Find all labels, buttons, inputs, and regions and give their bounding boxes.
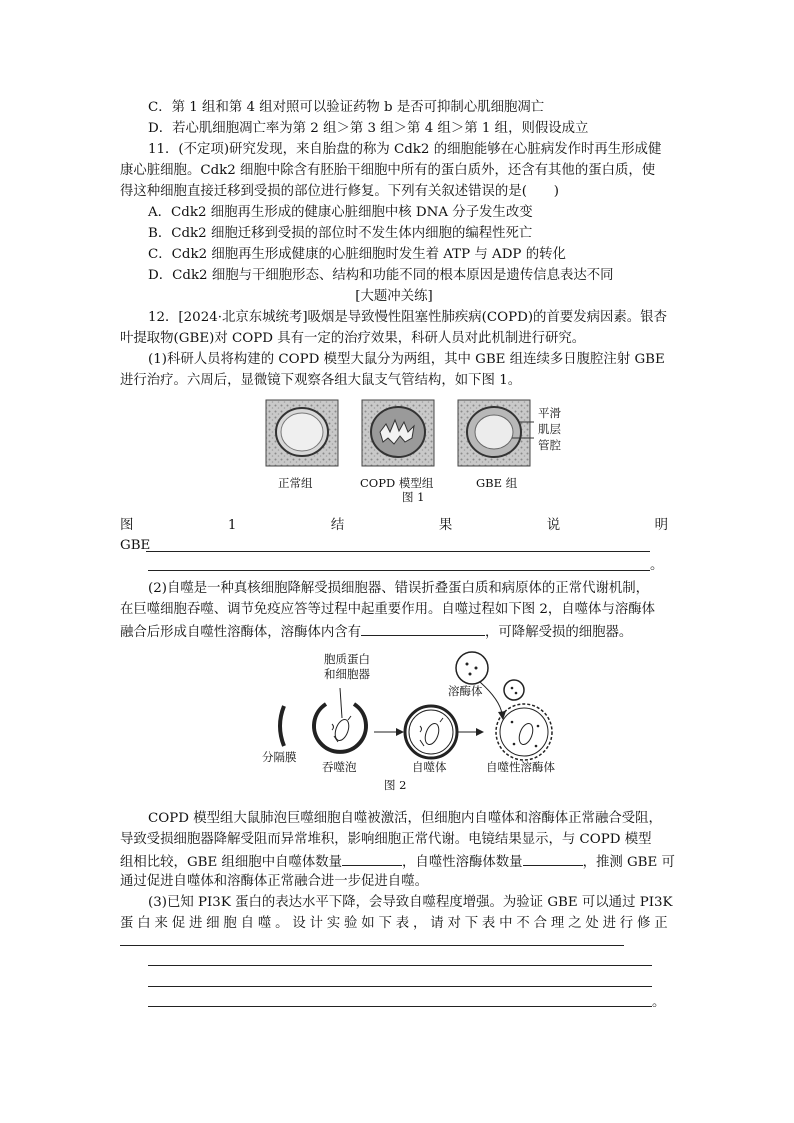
q11-stem-line-1: 11．(不定项)研究发现，来自胎盘的称为 Cdk2 的细胞能够在心脏病发作时再生形成健	[148, 142, 662, 157]
fig1-answer-prompt	[120, 516, 668, 536]
word: 1	[227, 518, 237, 533]
word: 明	[654, 518, 668, 533]
char: 白	[137, 916, 151, 931]
panel-label-normal: 正常组	[278, 476, 313, 490]
answer-blank-2[interactable]	[148, 570, 650, 571]
char: 请	[430, 916, 444, 931]
char: 如	[361, 916, 375, 931]
char: 设	[292, 916, 306, 931]
char: 。	[275, 916, 289, 931]
q12-part3-line-2	[120, 914, 668, 934]
q12-part1-line-2: 进行治疗。六周后，显微镜下观察各组大鼠支气管结构，如下图 1。	[120, 373, 522, 388]
period-final: 。	[652, 995, 666, 1010]
lysosome	[456, 652, 488, 684]
label-lysosome: 溶酶体	[448, 684, 483, 698]
q11-option-d: D．Cdk2 细胞与干细胞形态、结构和功能不同的根本原因是遗传信息表达不同	[148, 268, 614, 283]
isolation-membrane	[280, 706, 284, 746]
q11-option-c: C．Cdk2 细胞再生形成健康的心脏细胞时发生着 ATP 与 ADP 的转化	[148, 247, 566, 262]
label-smooth-muscle-2: 肌层	[538, 422, 561, 436]
q11-stem-line-2: 康心脏细胞。Cdk2 细胞中除含有胚胎干细胞中所有的蛋白质外，还含有其他的蛋白质，使	[120, 163, 656, 178]
char: 表	[481, 916, 496, 931]
word: 图	[120, 518, 134, 533]
char: 进	[188, 916, 203, 931]
q12-part3-line-1: (3)已知 PI3K 蛋白的表达水平下降，会导致自噬程度增强。为验证 GBE 可以通过 PI3K	[148, 895, 673, 910]
q12-part2b-line-1: COPD 模型组大鼠肺泡巨噬细胞自噬被激活，但细胞内自噬体和溶酶体正常融合受阻，	[148, 811, 662, 826]
q11-option-a: A．Cdk2 细胞再生形成的健康心脏细胞中核 DNA 分子发生改变	[148, 205, 533, 220]
answer-blank-lysosome[interactable]	[361, 621, 485, 636]
char: 处	[585, 916, 599, 931]
char: 对	[447, 916, 461, 931]
char: 胞	[223, 916, 237, 931]
word: 说	[546, 518, 561, 533]
q12-part2b-line-4: 通过促进自噬体和溶酶体正常融合进一步促进自噬。	[120, 874, 428, 889]
label-cytoplasmic-protein-1: 胞质蛋白	[324, 652, 370, 666]
label-smooth-muscle-1: 平滑	[538, 406, 561, 420]
answer-blank-4[interactable]	[148, 965, 652, 966]
q12-part2b-line-3: 组相比较，GBE 组细胞中自噬体数量 ，自噬性溶酶体数量 ，推测 GBE 可	[120, 851, 668, 873]
char: 自	[240, 916, 255, 931]
q12-part2b-line-2: 导致受损细胞器降解受阻而异常堆积，影响细胞正常代谢。电镜结果显示，与 COPD 模型	[120, 832, 652, 847]
label-cytoplasmic-protein-2: 和细胞器	[324, 667, 370, 681]
figure-2-caption: 图 2	[384, 778, 407, 792]
figure-1-caption: 图 1	[402, 490, 425, 504]
char: 细	[206, 916, 220, 931]
label-lumen: 管腔	[538, 438, 561, 452]
panel-label-gbe: GBE 组	[476, 476, 518, 490]
section-title: [大题冲关练]	[355, 289, 433, 304]
figure-2-diagram	[262, 650, 572, 796]
char: 进	[602, 916, 616, 931]
char: 来	[154, 916, 168, 931]
q12-stem-line-1: 12．[2024·北京东城统考]吸烟是导致慢性阻塞性肺疾病(COPD)的首要发病因素。银杏	[148, 310, 667, 325]
q12-stem-line-2: 叶提取物(GBE)对 COPD 具有一定的治疗效果，科研人员对此机制进行研究。	[120, 331, 586, 346]
micrograph-gbe	[458, 400, 530, 466]
period: 。	[650, 558, 664, 573]
answer-blank-6[interactable]	[148, 1006, 652, 1007]
char: 合	[533, 916, 548, 931]
q11-option-b: B．Cdk2 细胞迁移到受损的部位时不发生体内细胞的编程性死亡	[148, 226, 533, 241]
char: 行	[619, 916, 634, 931]
char: 计	[309, 916, 323, 931]
char: 表	[395, 916, 410, 931]
answer-blank-3[interactable]	[120, 945, 624, 946]
figure-2	[262, 650, 572, 796]
char: ，	[412, 916, 427, 931]
label-isolation-membrane: 分隔膜	[262, 750, 297, 764]
char: 下	[378, 916, 392, 931]
char: 理	[550, 916, 565, 931]
figure-1	[262, 398, 582, 506]
word: 结	[330, 518, 345, 533]
char: 不	[516, 916, 530, 931]
char: 蛋	[120, 916, 134, 931]
label-autolysosome: 自噬性溶酶体	[486, 760, 555, 774]
word: 果	[438, 518, 453, 533]
answer-blank-autolysosome-count[interactable]	[523, 851, 583, 866]
q10-option-c: C．第 1 组和第 4 组对照可以验证药物 b 是否可抑制心肌细胞凋亡	[148, 100, 545, 115]
label-autophagosome: 自噬体	[412, 760, 447, 774]
char: 验	[344, 916, 358, 931]
q12-part2-line-2: 在巨噬细胞吞噬、调节免疫应答等过程中起重要作用。自噬过程如下图 2，自噬体与溶酶体	[120, 602, 656, 617]
q10-option-d: D．若心肌细胞凋亡率为第 2 组＞第 3 组＞第 4 组＞第 1 组，则假设成立	[148, 121, 589, 136]
q11-stem-line-3: 得这种细胞直接迁移到受损的部位进行修复。下列有关叙述错误的是( )	[120, 184, 559, 199]
answer-blank-1[interactable]	[146, 551, 650, 552]
char: 中	[499, 916, 513, 931]
answer-blank-5[interactable]	[148, 986, 652, 987]
micrograph-normal	[266, 400, 338, 466]
char: 实	[326, 916, 341, 931]
char: 促	[171, 916, 186, 931]
q12-part2-line-1: (2)自噬是一种真核细胞降解受损细胞器、错误折叠蛋白质和病原体的正常代谢机制，	[148, 581, 650, 596]
char: 噬	[257, 916, 272, 931]
q12-part2-line-3: 融合后形成自噬性溶酶体，溶酶体内含有 ，可降解受损的细胞器。	[120, 621, 668, 643]
panel-label-copd: COPD 模型组	[360, 476, 434, 490]
char: 之	[568, 916, 582, 931]
micrograph-copd	[362, 400, 434, 466]
q12-part1-line-1: (1)科研人员将构建的 COPD 模型大鼠分为两组，其中 GBE 组连续多日腹腔注射 GBE	[148, 352, 665, 367]
phagophore	[314, 704, 366, 752]
fig1-answer-lead: GBE	[120, 538, 151, 553]
label-phagophore: 吞噬泡	[322, 760, 357, 774]
char: 下	[464, 916, 479, 931]
char: 修	[637, 916, 651, 931]
answer-blank-autophagosome-count[interactable]	[342, 851, 402, 866]
autophagosome	[405, 706, 457, 758]
char: 正	[654, 916, 668, 931]
